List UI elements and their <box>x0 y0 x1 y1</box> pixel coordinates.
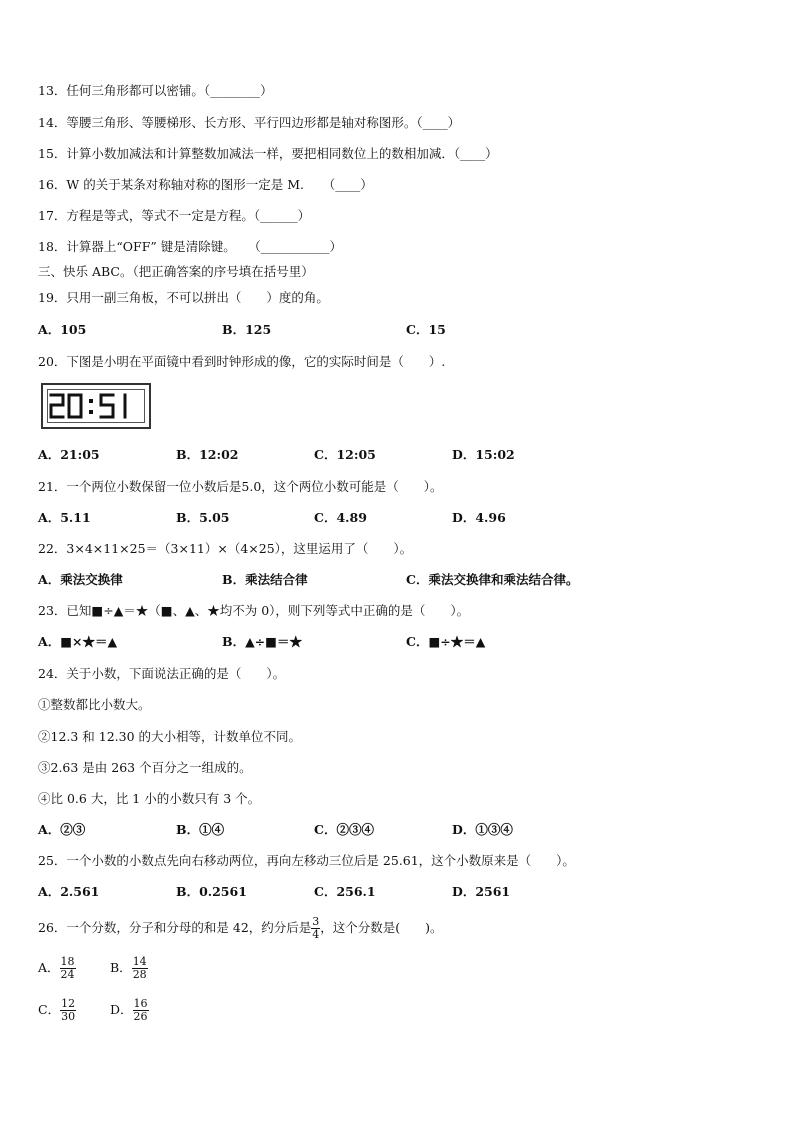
q24-option-b: B．①④ <box>176 822 225 837</box>
q23-option-a: A．■×★＝▲ <box>38 634 118 649</box>
q23-option-c: C．■÷★＝▲ <box>406 634 486 649</box>
fraction-numerator: 14 <box>132 955 147 968</box>
q25-option-a: A．2.561 <box>38 884 100 899</box>
option-label: D． <box>110 1002 133 1017</box>
q26-stem-fraction <box>311 916 320 941</box>
fraction-denominator: 30 <box>61 1010 76 1023</box>
q20-option-b: B．12:02 <box>176 447 239 462</box>
question-24-stem: 24．关于小数，下面说法正确的是（ ）。 <box>38 666 286 681</box>
fraction-numerator: 16 <box>133 997 148 1010</box>
question-26-stem <box>38 916 443 941</box>
q19-option-a: A．105 <box>38 322 87 337</box>
q22-option-a: A．乘法交换律 <box>38 572 123 587</box>
q25-option-d: D．2561 <box>452 884 511 899</box>
fraction-numerator: 12 <box>61 997 76 1010</box>
section-heading-3: 三、快乐 ABC。（把正确答案的序号填在括号里） <box>38 264 314 279</box>
question-15: 15．计算小数加减法和计算整数加减法一样，要把相同数位上的数相加减．（____） <box>38 146 498 161</box>
option-fraction <box>132 956 148 981</box>
q25-option-c: C．256.1 <box>314 884 376 899</box>
option-fraction <box>60 998 76 1023</box>
q26-option-a <box>38 956 76 981</box>
q24-statement-3: ③2.63 是由 263 个百分之一组成的。 <box>38 760 252 775</box>
q20-option-d: D．15:02 <box>452 447 515 462</box>
q24-option-c: C．②③④ <box>314 822 374 837</box>
question-23-stem: 23．已知■÷▲＝★（■、▲、★均不为 0），则下列等式中正确的是（ ）。 <box>38 603 470 618</box>
fraction-denominator: 26 <box>133 1010 148 1023</box>
question-20-stem: 20．下图是小明在平面镜中看到时钟形成的像，它的实际时间是（ ）. <box>38 354 446 369</box>
fraction-denominator: 4 <box>312 928 320 941</box>
fraction-numerator: 3 <box>312 915 320 928</box>
q26-option-d <box>110 998 149 1023</box>
option-label: C． <box>38 1002 61 1017</box>
q20-option-a: A．21:05 <box>38 447 100 462</box>
question-25-stem: 25．一个小数的小数点先向右移动两位，再向左移动三位后是 25.61，这个小数原来是（ ）。 <box>38 853 575 868</box>
option-label: B． <box>110 960 132 975</box>
q26-stem-after: ，这个分数是( )。 <box>320 920 443 935</box>
q26-option-c <box>38 998 76 1023</box>
q22-option-b: B．乘法结合律 <box>222 572 308 587</box>
question-22-stem: 22．3×4×11×25＝（3×11）×（4×25），这里运用了（ ）。 <box>38 541 413 556</box>
q22-option-c: C．乘法交换律和乘法结合律。 <box>406 572 579 587</box>
clock-digits <box>41 383 151 429</box>
question-13: 13．任何三角形都可以密铺。（________） <box>38 83 273 98</box>
q20-option-c: C．12:05 <box>314 447 376 462</box>
question-19-stem: 19．只用一副三角板，不可以拼出（ ）度的角。 <box>38 290 329 305</box>
fraction-denominator: 24 <box>60 968 75 981</box>
fraction-numerator: 18 <box>60 955 75 968</box>
q23-option-b: B．▲÷■＝★ <box>222 634 302 649</box>
q24-option-d: D．①③④ <box>452 822 513 837</box>
q24-statement-1: ①整数都比小数大。 <box>38 697 151 712</box>
q19-option-b: B．125 <box>222 322 272 337</box>
q24-statement-2: ②12.3 和 12.30 的大小相等，计数单位不同。 <box>38 729 302 744</box>
q21-option-d: D．4.96 <box>452 510 506 525</box>
q21-option-c: C．4.89 <box>314 510 367 525</box>
mirror-clock-image <box>41 383 151 429</box>
q24-statement-4: ④比 0.6 大，比 1 小的小数只有 3 个。 <box>38 791 261 806</box>
question-18: 18．计算器上“OFF” 键是清除键。 （___________） <box>38 239 343 254</box>
q19-option-c: C．15 <box>406 322 446 337</box>
q21-option-a: A．5.11 <box>38 510 91 525</box>
question-21-stem: 21．一个两位小数保留一位小数后是5.0，这个两位小数可能是（ ）。 <box>38 479 443 494</box>
option-fraction <box>133 998 149 1023</box>
q24-option-a: A．②③ <box>38 822 86 837</box>
option-fraction <box>60 956 76 981</box>
q26-option-b <box>110 956 148 981</box>
question-16: 16．W 的关于某条对称轴对称的图形一定是 M. （____） <box>38 177 373 192</box>
q25-option-b: B．0.2561 <box>176 884 247 899</box>
fraction-denominator: 28 <box>132 968 147 981</box>
option-label: A． <box>38 960 60 975</box>
q26-stem-before: 26．一个分数，分子和分母的和是 42，约分后是 <box>38 920 312 935</box>
q21-option-b: B．5.05 <box>176 510 230 525</box>
question-17: 17．方程是等式，等式不一定是方程。（______） <box>38 208 311 223</box>
question-14: 14．等腰三角形、等腰梯形、长方形、平行四边形都是轴对称图形。（____） <box>38 115 461 130</box>
